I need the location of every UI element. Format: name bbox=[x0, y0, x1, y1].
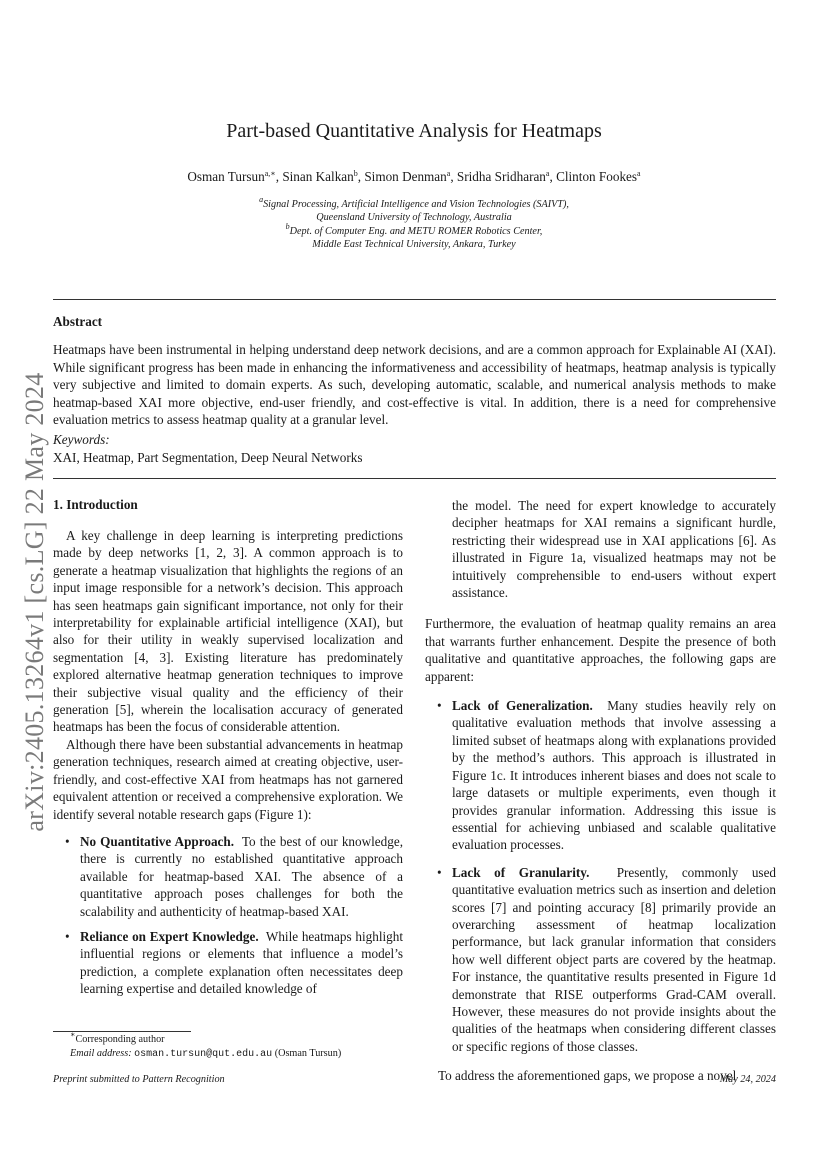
footer-preprint-note: Preprint submitted to Pattern Recognition bbox=[53, 1074, 225, 1085]
affiliation-text: Middle East Technical University, Ankara, Turkey bbox=[312, 239, 516, 251]
abstract-bottom-divider bbox=[53, 478, 776, 479]
bullet-dot-icon: • bbox=[437, 698, 442, 714]
affiliation-line bbox=[0, 211, 828, 224]
bullet-lack-of-generalization bbox=[425, 697, 776, 854]
affiliation-mark: b bbox=[285, 221, 290, 231]
bullet-text: Presently, commonly used quantitative evaluation metrics such as insertion and deletion scores [7] and pointing accuracy [8] primarily provide an overarching assessment of heatmap localization performance, but lack granular information that considers how well different object parts are covered by the heatmap. For instance, the quantitative results presented in Figure 1d demonstrate that RISE outperforms Grad-CAM overall. However, these measures do not provide insights about the qualities of the heatmaps when considering different classes or specific regions of those classes. bbox=[452, 864, 777, 1054]
author-affiliation-mark: a bbox=[446, 169, 451, 178]
author-separator: , bbox=[357, 169, 365, 184]
author-separator: , bbox=[275, 169, 283, 184]
author-name: Sinan Kalkan bbox=[282, 169, 354, 184]
author-affiliation-mark: a bbox=[637, 169, 641, 178]
abstract-heading: Abstract bbox=[53, 314, 103, 329]
footnote-corresponding-author bbox=[70, 1030, 165, 1045]
affiliation-text: Dept. of Computer Eng. and METU ROMER Robotics Center, bbox=[289, 225, 543, 237]
author-name: Sridha Sridharan bbox=[456, 169, 546, 184]
bullet-text: While heatmaps highlight influential regions or elements that influence a model’s prediction, a complete explanation often necessitates deep learning expertise and detailed knowledge of bbox=[80, 928, 403, 997]
author-separator: , bbox=[450, 169, 457, 184]
author-list bbox=[0, 169, 828, 185]
affiliation-line bbox=[0, 195, 828, 211]
intro-paragraph-1: A key challenge in deep learning is interpreting predictions made by deep networks [1, 2, 3]. A common approach is to generate a heatmap visualization that highlights the regions of an input image responsible for a network’s decision. This approach has seen heatmaps gain significant importance, not only for their interpretability for explainable artificial intelligence (XAI), but also for their utility in weakly supervised localization and segmentation [4, 3]. Existing literature has predominately explored alternative heatmap generation techniques to improve their subjective visual quality and the efficiency of their generation [5], wherein the localisation accuracy of generated heatmaps has been the focus of considerable attention. bbox=[53, 528, 403, 735]
email-address-link[interactable]: osman.tursun@qut.edu.au bbox=[134, 1049, 273, 1060]
abstract-text: Heatmaps have been instrumental in helping understand deep network decisions, and are a common approach for Explainable AI (XAI). While significant progress has been made in enhancing the informativeness and accessibility of heatmaps, heatmap analysis is typically very subjective and limited to domain experts. As such, developing automatic, scalable, and numerical analysis methods to make heatmap-based XAI more objective, end-user friendly, and cost-effective is vital. In addition, there is a need for comprehensive evaluation metrics to assess heatmap quality at a granular level. bbox=[53, 342, 776, 428]
author-name: Clinton Fookes bbox=[556, 169, 638, 184]
email-label: Email address: bbox=[70, 1048, 132, 1059]
intro-paragraph-4: To address the aforementioned gaps, we propose a novel bbox=[438, 1068, 737, 1084]
affiliation-mark: a bbox=[259, 195, 264, 204]
affiliation-line bbox=[0, 238, 828, 251]
affiliation-text: Signal Processing, Artificial Intelligence and Vision Technologies (SAIVT), bbox=[263, 199, 569, 210]
bullet-lack-of-granularity bbox=[425, 864, 776, 1055]
top-divider bbox=[53, 299, 776, 300]
author-name: Simon Denman bbox=[364, 169, 447, 184]
footnote-mark: ∗ bbox=[70, 1030, 76, 1039]
bullet-no-quantitative-approach bbox=[53, 833, 403, 920]
affiliation-line bbox=[0, 221, 828, 238]
footer-date: May 24, 2024 bbox=[719, 1074, 776, 1085]
keywords-heading: Keywords: bbox=[53, 432, 110, 447]
affiliations bbox=[0, 195, 828, 252]
bullet-lead: Lack of Generalization. bbox=[452, 698, 593, 714]
bullet-dot-icon: • bbox=[65, 833, 70, 849]
author-name: Osman Tursun bbox=[187, 169, 265, 184]
bullet-lead: No Quantitative Approach. bbox=[80, 833, 235, 849]
footnote-corresponding-text: Corresponding author bbox=[75, 1034, 165, 1045]
left-column bbox=[53, 527, 403, 998]
bullet-reliance-on-expert-knowledge bbox=[53, 928, 403, 998]
paper-title: Part-based Quantitative Analysis for Heatmaps bbox=[226, 120, 602, 142]
bullet-text: To the best of our knowledge, there is currently no established quantitative approach available for heatmap-based XAI. The absence of a quantitative approach poses challenges for both the scalability and authenticity of heatmap-based XAI. bbox=[80, 833, 403, 919]
email-owner: (Osman Tursun) bbox=[274, 1048, 342, 1059]
keywords-text: XAI, Heatmap, Part Segmentation, Deep Neural Networks bbox=[53, 450, 363, 465]
section-heading-introduction: 1. Introduction bbox=[53, 497, 138, 512]
bullet-lead: Lack of Granularity. bbox=[452, 864, 590, 880]
author-affiliation-mark: a,∗ bbox=[264, 169, 276, 178]
arxiv-identifier-text: arXiv:2405.13264v1 [cs.LG] 22 May 2024 bbox=[20, 372, 49, 832]
bullet-continuation: the model. The need for expert knowledge to accurately decipher heatmaps for XAI remains a significant hurdle, restricting their widespread use in XAI applications [6]. As illustrated in Figure 1a, visualized heatmaps may not be intuitively comprehensible to end-users without expert assistance. bbox=[452, 498, 776, 601]
research-gap-list-left bbox=[53, 833, 403, 998]
intro-paragraph-2: Although there have been substantial advancements in heatmap generation techniques, research aimed at creating objective, user-friendly, and cost-effective XAI from heatmaps has not garnered equivalent attention or received a comprehensive exploration. We identify several notable research gaps (Figure 1): bbox=[53, 736, 403, 822]
bullet-dot-icon: • bbox=[65, 928, 70, 944]
research-gap-list-right bbox=[425, 697, 776, 1055]
bullet-dot-icon: • bbox=[437, 864, 442, 880]
arxiv-identifier-stamp bbox=[22, 352, 48, 852]
author-separator: , bbox=[549, 169, 557, 184]
bullet-lead: Reliance on Expert Knowledge. bbox=[80, 928, 259, 944]
footnote-email bbox=[70, 1048, 341, 1060]
affiliation-text: Queensland University of Technology, Australia bbox=[316, 212, 512, 224]
right-column bbox=[425, 497, 776, 1085]
author-affiliation-mark: b bbox=[353, 169, 358, 178]
author-affiliation-mark: a bbox=[545, 169, 550, 178]
intro-paragraph-3: Furthermore, the evaluation of heatmap quality remains an area that warrants further enhancement. Despite the presence of both qualitative and quantitative approaches, the following gaps are apparent: bbox=[425, 616, 776, 684]
bullet-text: Many studies heavily rely on qualitative evaluation methods that involve assessing a limited subset of heatmaps along with explanations provided by the method’s authors. This approach is illustrated in Figure 1c. It introduces inherent biases and does not scale to large datasets or multiple experiments, even though it provides granular information. Addressing this issue is essential for achieving unbiased and scalable qualitative evaluation processes. bbox=[452, 698, 776, 853]
